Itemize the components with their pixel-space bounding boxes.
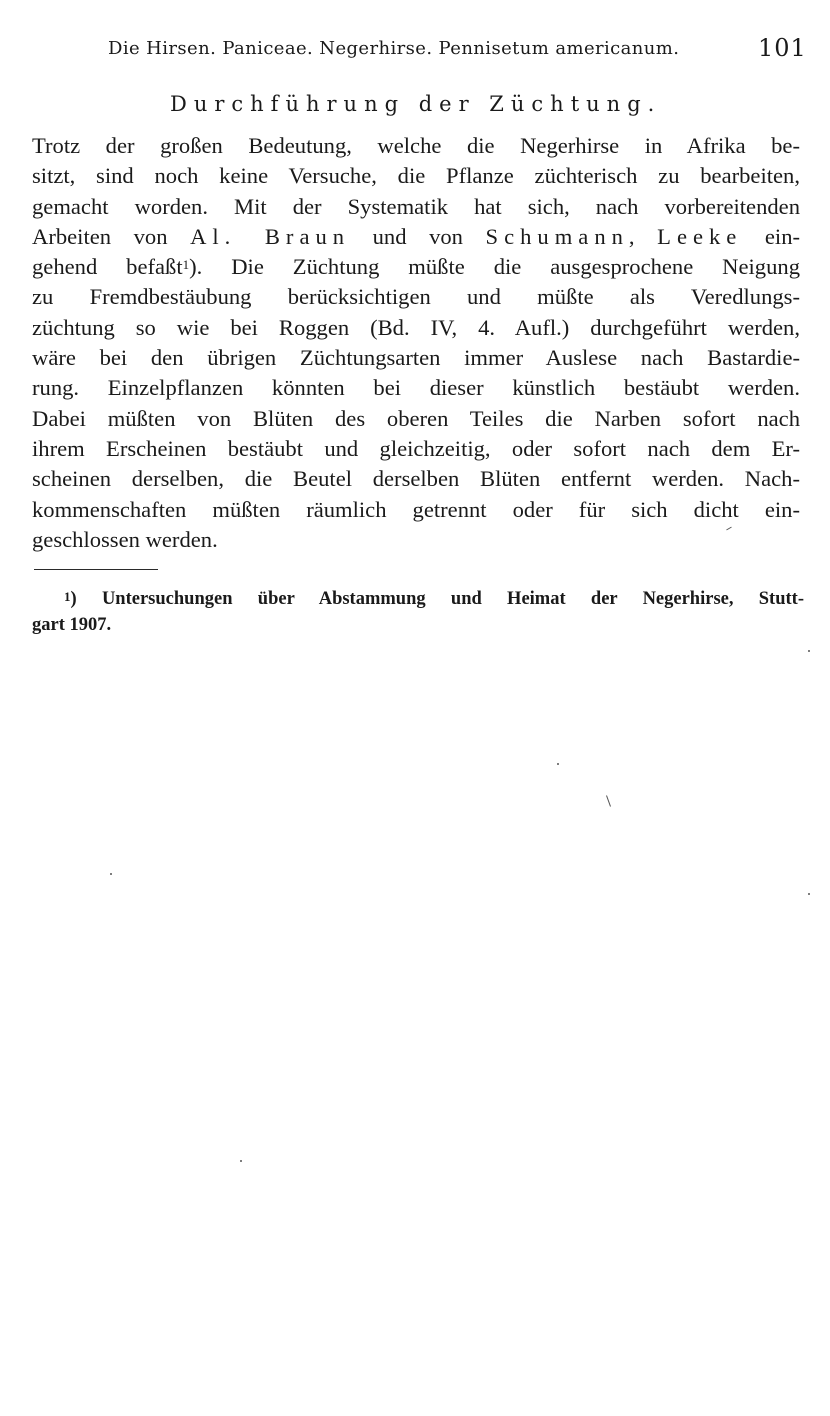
body-line: scheinen derselben, die Beutel derselben Blüten entfernt werden. Nach- — [32, 466, 800, 492]
body-line — [32, 222, 800, 252]
text-run: ). Die Züchtung müßte die ausgesprochene Neigung — [189, 254, 800, 280]
body-line: zu Fremdbestäubung berücksichtigen und müßte als Veredlungs- — [32, 284, 800, 310]
footnote-reference[interactable]: 1 — [182, 257, 190, 273]
body-line: kommenschaften müßten räumlich getrennt oder für sich dicht ein- — [32, 496, 800, 522]
body-line: züchtung so wie bei Roggen (Bd. IV, 4. Aufl.) durchgeführt werden, — [32, 314, 800, 340]
page-number: 101 — [758, 34, 807, 62]
body-line: Trotz der großen Bedeutung, welche die Negerhirse in Afrika be- — [32, 133, 800, 158]
text-run: ein- — [742, 223, 800, 249]
footnote-line — [32, 586, 804, 612]
author-name-braun: Al. Braun — [190, 223, 351, 249]
footnote — [32, 586, 804, 638]
body-line: Dabei müßten von Blüten des oberen Teiles die Narben sofort nach — [32, 405, 800, 431]
body-line: sitzt, sind noch keine Versuche, die Pflanze züchterisch zu bearbeiten, — [32, 163, 800, 189]
body-line: ihrem Erscheinen bestäubt und gleichzeitig, oder sofort nach dem Er- — [32, 435, 800, 461]
running-head: Die Hirsen. Paniceae. Negerhirse. Pennisetum americanum. — [108, 38, 680, 59]
footnote-line: gart 1907. — [32, 615, 112, 635]
text-run: , — [628, 223, 658, 249]
footnote-divider — [34, 569, 158, 570]
scan-speck — [606, 795, 611, 807]
text-run: und von — [350, 223, 486, 249]
scan-speck — [808, 650, 810, 652]
body-line: gemacht worden. Mit der Systematik hat sich, nach vorbereitenden — [32, 193, 800, 219]
footnote-marker: 1 — [64, 589, 71, 604]
scan-speck — [557, 763, 559, 765]
author-name-leeke: Leeke — [657, 223, 743, 249]
body-line: rung. Einzelpflanzen könnten bei dieser künstlich bestäubt werden. — [32, 375, 800, 401]
body-line: wäre bei den übrigen Züchtungsarten immer Auslese nach Bastardie- — [32, 345, 800, 371]
footnote-text: ) Untersuchungen über Abstammung und Heimat der Negerhirse, Stutt- — [70, 589, 804, 609]
author-name-schumann: Schumann — [485, 223, 629, 249]
scan-speck — [808, 893, 810, 895]
body-paragraph — [32, 131, 800, 555]
body-line: geschlossen werden. — [32, 526, 218, 552]
section-heading: Durchführung der Züchtung. — [170, 92, 662, 116]
scan-speck — [240, 1160, 242, 1162]
scan-speck — [110, 873, 112, 875]
body-line — [32, 252, 800, 282]
text-run: Arbeiten von — [32, 223, 191, 249]
text-run: gehend befaßt — [32, 254, 183, 280]
